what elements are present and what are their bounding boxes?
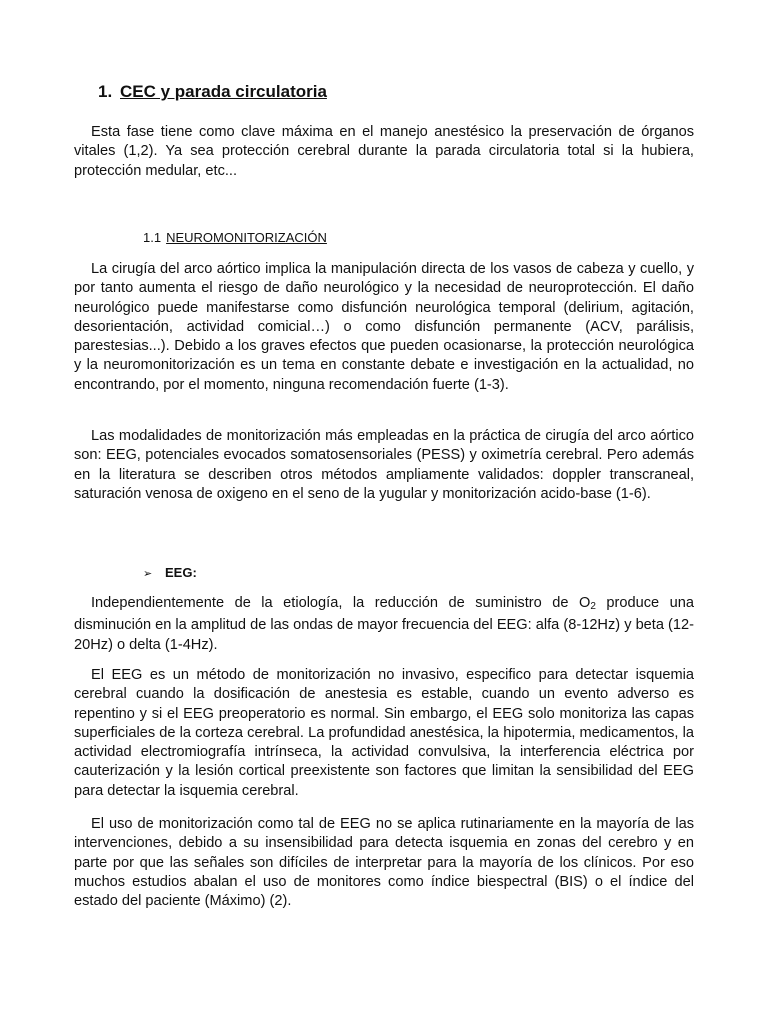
subsection-title: NEUROMONITORIZACIÓN <box>166 230 327 245</box>
section-heading <box>98 82 327 102</box>
eeg-p1-text-a: Independientemente de la etiología, la reducción de suministro de O <box>91 595 591 611</box>
eeg-paragraph-1 <box>74 594 694 655</box>
eeg-p1-subscript: 2 <box>590 601 596 612</box>
subsection-heading <box>143 230 327 245</box>
neuro-paragraph-1: La cirugía del arco aórtico implica la manipulación directa de los vasos de cabeza y cuello, y por tanto aumenta el riesgo de daño neurológico y la necesidad de neuroprotección. El daño neurológico puede manifestarse como disfunción neurológica temporal (delirium, agitación, desorientación, actividad comicial…) o como disfunción permanente (ACV, parálisis, parestesias...). Debido a los graves efectos que pueden ocasionarse, la protección neurológica y la neuromonitorización es un tema en constante debate e investigación en la actualidad, no encontrando, por el momento, ninguna recomendación fuerte (1-3). <box>74 261 694 393</box>
subsection-number: 1.1 <box>143 230 162 245</box>
intro-paragraph: Esta fase tiene como clave máxima en el manejo anestésico la preservación de órganos vitales (1,2). Ya sea protección cerebral durante la parada circulatoria total si la hubiera, protección medular, etc... <box>74 124 694 179</box>
section-title: CEC y parada circulatoria <box>120 82 327 101</box>
section-number: 1. <box>98 82 113 101</box>
eeg-title: EEG: <box>165 565 197 580</box>
eeg-paragraph-2: El EEG es un método de monitorización no invasivo, especifico para detectar isquemia cerebral cuando la dosificación de anestesia es estable, cuando un evento adverso es repentino y si el EEG preoperatorio es normal. Sin embargo, el EEG solo monitoriza las capas superficiales de la corteza cerebral. La profundidad anestésica, la hipotermia, medicamentos, la actividad electromiografía intrínseca, la actividad convulsiva, la interferencia eléctrica por cauterización y la lesión cortical preexistente son factores que limitan la sensibilidad del EEG para detectar la isquemia cerebral. <box>74 667 694 799</box>
eeg-paragraph-3: El uso de monitorización como tal de EEG no se aplica rutinariamente en la mayoría de las intervenciones, debido a su insensibilidad para detecta isquemia en zonas del cerebro y en parte por que las señales son difíciles de interpretar para la mayoría de los clínicos. Por eso muchos estudios abalan el uso de monitores como índice biespectral (BIS) o el índice del estado del paciente (Máximo) (2). <box>74 816 694 910</box>
arrow-bullet-icon: ➢ <box>143 568 153 580</box>
eeg-heading <box>143 565 197 580</box>
eeg-p1-text-b: produce una disminución en la amplitud de las ondas de mayor frecuencia del EEG: alfa (8-12Hz) y beta (12-20Hz) o delta (1-4Hz). <box>74 595 694 653</box>
neuro-paragraph-2: Las modalidades de monitorización más empleadas en la práctica de cirugía del arco aórtico son: EEG, potenciales evocados somatosensoriales (PESS) y oximetría cerebral. Pero además en la literatura se describen otros métodos ampliamente validados: doppler transcraneal, saturación venosa de oxigeno en el seno de la yugular y monitorización acido-base (1-6). <box>74 428 694 502</box>
